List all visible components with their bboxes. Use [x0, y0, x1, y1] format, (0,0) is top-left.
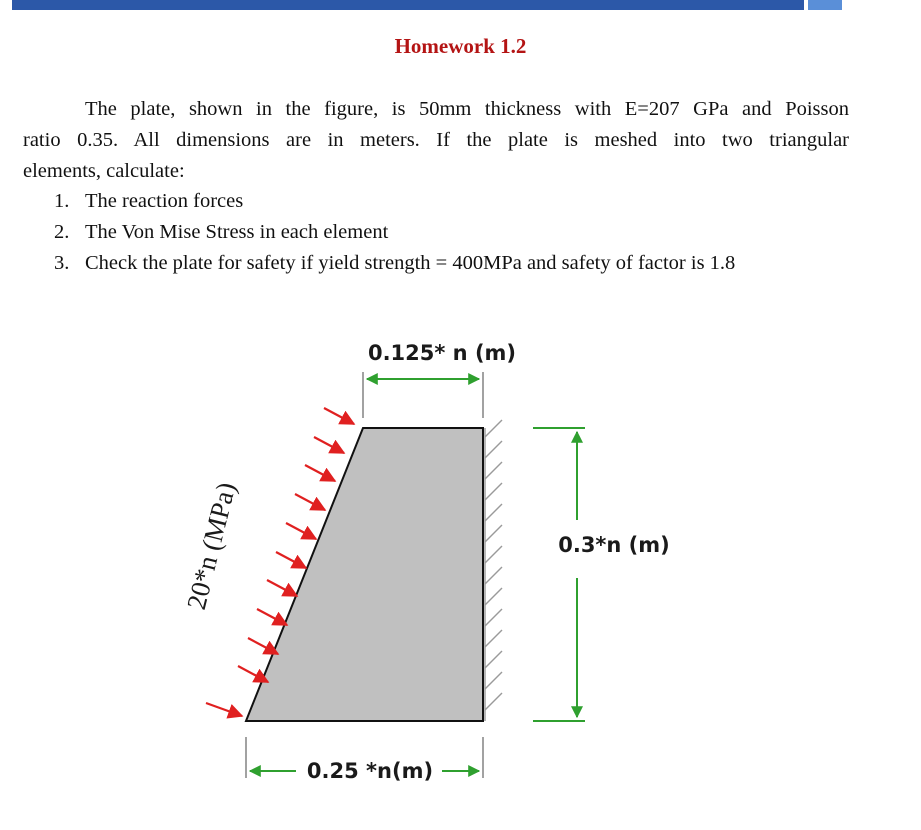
- plate-shape: [246, 428, 483, 721]
- statement-line-1: The plate, shown in the figure, is 50mm thickness with E=207 GPa and Poisson: [85, 98, 849, 120]
- load-label: 20*n (MPa): [181, 479, 242, 613]
- top-width-dimension: [363, 372, 483, 418]
- bottom-width-label: 0.25 *n(m): [306, 759, 434, 783]
- statement-line-2: ratio 0.35. All dimensions are in meters. If the plate is meshed into two triangular: [23, 129, 849, 151]
- fixed-support-hatch: [485, 420, 502, 721]
- list-text: The reaction forces: [85, 190, 244, 212]
- height-dimension: [533, 428, 585, 721]
- list-number: 3.: [54, 252, 70, 274]
- top-width-label: 0.125* n (m): [367, 341, 517, 365]
- list-text: The Von Mise Stress in each element: [85, 221, 389, 243]
- statement-line-3: elements, calculate:: [23, 160, 185, 182]
- list-text: Check the plate for safety if yield strength = 400MPa and safety of factor is 1.8: [85, 252, 736, 274]
- list-number: 1.: [54, 190, 70, 212]
- page-title: Homework 1.2: [394, 34, 527, 58]
- height-label: 0.3*n (m): [558, 533, 670, 557]
- list-number: 2.: [54, 221, 70, 243]
